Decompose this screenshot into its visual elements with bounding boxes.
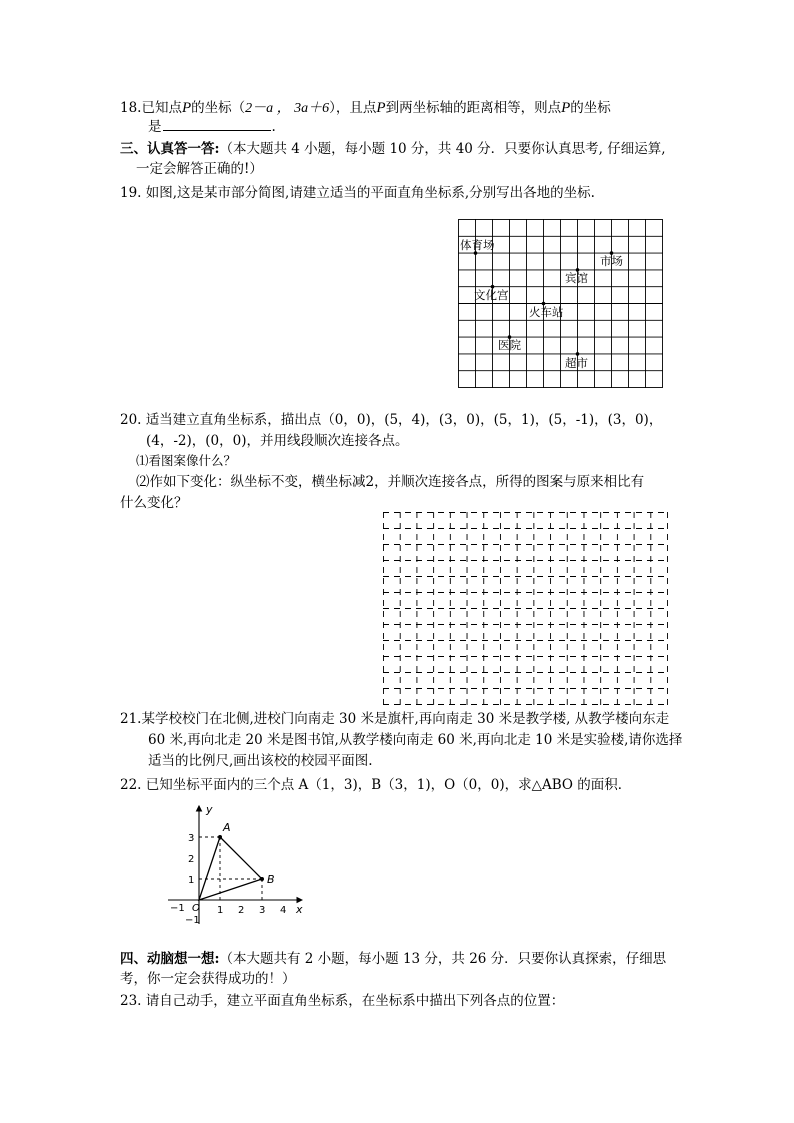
q18-mid1: 的坐标（ (191, 100, 246, 116)
q19-label-stadium: 体育场 (460, 238, 495, 252)
q23-text: 23. 请自己动手，建立平面直角坐标系，在坐标系中描出下列各点的位置： (120, 993, 565, 1009)
q18-suffix: 的坐标 (570, 100, 611, 116)
q22-y-tick-1: 1 (188, 875, 195, 886)
q22-point-a-label: A (223, 821, 231, 834)
q19-city-map (458, 219, 664, 389)
q22-point-a (218, 835, 222, 839)
q22-point-b-label: B (267, 873, 275, 886)
q21-line2: 60 米,再向北走 20 米是图书馆,从教学楼向南走 60 米,再向北走 10 米是实验楼,请你选择 (148, 732, 683, 748)
q18-line2-prefix: 是 (148, 119, 162, 135)
q22-origin-label: O (192, 903, 200, 914)
q18-prefix: 18.已知点 (120, 100, 182, 116)
q22-x-axis-label: x (296, 903, 303, 916)
section4-desc-1: （本大题共有 2 小题，每小题 13 分，共 26 分．只要你认真探索，仔细思 (219, 951, 667, 967)
q22-coordinate-graph (166, 802, 312, 926)
section4-title: 四、动脑想一想: (120, 951, 220, 967)
q20-sub2-line1: ⑵作如下变化：纵坐标不变，横坐标减2，并顺次连接各点，所得的图案与原来相比有 (136, 474, 645, 490)
q18-line2-suffix: . (271, 119, 276, 135)
section3-header (120, 140, 666, 158)
q20-line2: (4，-2)，(0，0)，并用线段顺次连接各点。 (146, 433, 409, 449)
q18-point-p-2: P (376, 100, 386, 116)
q18-line2 (148, 118, 276, 136)
section3-desc-2: 一定会解答正确的!） (136, 161, 263, 177)
section4-desc-2: 考，你一定会获得成功的！） (120, 971, 296, 987)
q22-point-b (260, 877, 264, 881)
section3-title: 三、认真答一答: (120, 141, 220, 157)
q22-x-tick-1: 1 (217, 905, 224, 916)
q22-y-axis-label: y (206, 803, 213, 816)
q22-y-tick-neg1: −1 (185, 915, 200, 926)
q20-dashed-grid (383, 512, 669, 706)
q18-point-p: P (181, 100, 192, 116)
q19-label-supermarket: 超市 (565, 356, 588, 370)
q18-mid2: ），且点 (329, 100, 377, 116)
q21-line1: 21.某学校校门在北侧,进校门向南走 30 米是旗杆,再向南走 30 米是教学楼, 从教学楼向东走 (120, 711, 670, 727)
q18-point-p-3: P (561, 100, 571, 116)
q19-text: 19. 如图,这是某市部分简图,请建立适当的平面直角坐标系,分别写出各地的坐标. (120, 185, 595, 201)
section3-desc-1: （本大题共 4 小题，每小题 10 分，共 40 分．只要你认真思考, 仔细运算, (219, 141, 666, 157)
q18-line1 (120, 99, 611, 118)
q22-x-tick-3: 3 (259, 905, 266, 916)
q22-y-tick-2: 2 (188, 854, 195, 865)
q22-triangle-abo (199, 837, 262, 900)
q22-x-tick-2: 2 (238, 905, 245, 916)
q19-label-culture-palace: 文化宫 (474, 288, 509, 302)
q19-label-hotel: 宾馆 (565, 271, 588, 285)
q18-mid3: 到两坐标轴的距离相等，则点 (385, 100, 562, 116)
section4-header (120, 950, 666, 968)
q22-x-tick-neg1: −1 (170, 903, 185, 914)
q20-sub2-line2: 什么变化？ (120, 495, 188, 511)
q18-coords: 2－a ， 3a＋6 (245, 101, 330, 116)
q21-line3: 适当的比例尺,画出该校的校园平面图. (148, 753, 373, 769)
q22-x-tick-4: 4 (280, 905, 287, 916)
q22-text: 22. 已知坐标平面内的三个点 A（1，3)，B（3，1)，O（0，0)，求△ABO 的面积． (120, 777, 632, 793)
q20-line1: 20. 适当建立直角坐标系，描出点（0，0)，(5，4)，(3，0)，(5，1)，(5，-1)，(3，0)， (120, 412, 663, 428)
q19-label-market: 市场 (600, 254, 623, 268)
q20-sub1: ⑴看图案像什么？ (136, 453, 237, 468)
q22-y-tick-3: 3 (188, 833, 195, 844)
q18-answer-blank[interactable] (163, 118, 271, 131)
q19-label-station: 火车站 (529, 305, 564, 319)
q19-label-hospital: 医院 (498, 338, 521, 352)
